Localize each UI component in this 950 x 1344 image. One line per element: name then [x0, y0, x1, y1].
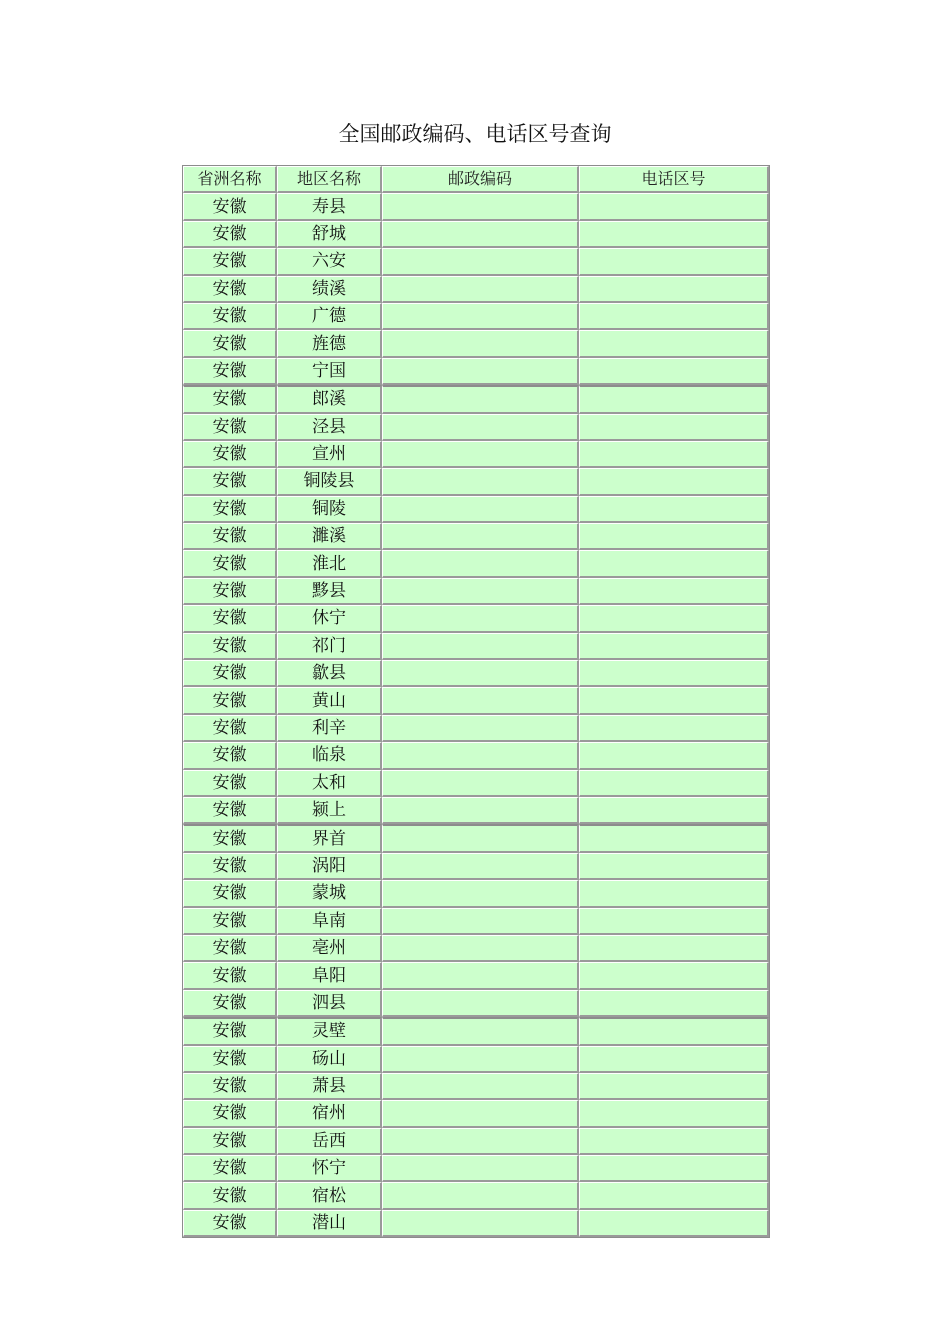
cell-area-code	[579, 1210, 769, 1237]
cell-area-code	[579, 742, 769, 769]
cell-province: 安徽	[183, 660, 277, 687]
table-row	[183, 578, 769, 605]
table-row	[183, 1073, 769, 1100]
cell-area-code	[579, 660, 769, 687]
cell-province: 安徽	[183, 523, 277, 550]
cell-postal-code	[382, 880, 579, 907]
cell-region: 利辛	[277, 715, 382, 742]
cell-postal-code	[382, 687, 579, 714]
cell-postal-code	[382, 853, 579, 880]
cell-postal-code	[382, 1182, 579, 1209]
cell-postal-code	[382, 414, 579, 441]
cell-province: 安徽	[183, 1100, 277, 1127]
table-row	[183, 1210, 769, 1237]
table-header-row	[183, 166, 769, 193]
cell-province: 安徽	[183, 770, 277, 797]
cell-postal-code	[382, 441, 579, 468]
table-row	[183, 824, 769, 852]
cell-postal-code	[382, 1210, 579, 1237]
cell-area-code	[579, 770, 769, 797]
table-row	[183, 633, 769, 660]
cell-area-code	[579, 824, 769, 852]
cell-area-code	[579, 358, 769, 385]
cell-area-code	[579, 633, 769, 660]
cell-area-code	[579, 303, 769, 330]
page-title: 全国邮政编码、电话区号查询	[338, 122, 612, 146]
cell-postal-code	[382, 330, 579, 357]
table-row	[183, 687, 769, 714]
cell-region: 岳西	[277, 1128, 382, 1155]
cell-region: 萧县	[277, 1073, 382, 1100]
cell-province: 安徽	[183, 962, 277, 989]
cell-area-code	[579, 578, 769, 605]
cell-region: 亳州	[277, 935, 382, 962]
cell-province: 安徽	[183, 908, 277, 935]
table-row	[183, 853, 769, 880]
header-province: 省洲名称	[183, 166, 277, 193]
cell-region: 阜南	[277, 908, 382, 935]
cell-region: 黄山	[277, 687, 382, 714]
cell-area-code	[579, 797, 769, 824]
cell-postal-code	[382, 193, 579, 220]
cell-area-code	[579, 1155, 769, 1182]
table-row	[183, 1017, 769, 1045]
cell-region: 绩溪	[277, 276, 382, 303]
postal-code-table	[182, 165, 770, 1238]
cell-postal-code	[382, 962, 579, 989]
table-row	[183, 715, 769, 742]
table-row	[183, 908, 769, 935]
cell-area-code	[579, 908, 769, 935]
table-row	[183, 797, 769, 824]
table-body	[183, 166, 769, 1237]
cell-region: 休宁	[277, 605, 382, 632]
cell-region: 涡阳	[277, 853, 382, 880]
cell-area-code	[579, 1046, 769, 1073]
cell-postal-code	[382, 1128, 579, 1155]
cell-area-code	[579, 962, 769, 989]
header-region: 地区名称	[277, 166, 382, 193]
cell-province: 安徽	[183, 248, 277, 275]
cell-postal-code	[382, 660, 579, 687]
table-row	[183, 770, 769, 797]
table-row	[183, 248, 769, 275]
cell-area-code	[579, 468, 769, 495]
cell-province: 安徽	[183, 935, 277, 962]
cell-postal-code	[382, 1046, 579, 1073]
cell-postal-code	[382, 605, 579, 632]
cell-region: 宿松	[277, 1182, 382, 1209]
cell-province: 安徽	[183, 414, 277, 441]
cell-region: 临泉	[277, 742, 382, 769]
cell-postal-code	[382, 824, 579, 852]
cell-area-code	[579, 496, 769, 523]
cell-province: 安徽	[183, 550, 277, 577]
cell-area-code	[579, 441, 769, 468]
cell-area-code	[579, 523, 769, 550]
cell-area-code	[579, 550, 769, 577]
cell-region: 泗县	[277, 990, 382, 1017]
table-row	[183, 385, 769, 413]
cell-postal-code	[382, 990, 579, 1017]
cell-province: 安徽	[183, 742, 277, 769]
cell-area-code	[579, 853, 769, 880]
cell-area-code	[579, 385, 769, 413]
cell-region: 铜陵	[277, 496, 382, 523]
cell-region: 太和	[277, 770, 382, 797]
cell-area-code	[579, 248, 769, 275]
cell-region: 潜山	[277, 1210, 382, 1237]
cell-region: 祁门	[277, 633, 382, 660]
table-row	[183, 303, 769, 330]
table-row	[183, 605, 769, 632]
cell-region: 灵壁	[277, 1017, 382, 1045]
cell-province: 安徽	[183, 496, 277, 523]
cell-province: 安徽	[183, 330, 277, 357]
table-row	[183, 1100, 769, 1127]
cell-province: 安徽	[183, 1073, 277, 1100]
cell-area-code	[579, 221, 769, 248]
table-row	[183, 990, 769, 1017]
cell-area-code	[579, 687, 769, 714]
cell-area-code	[579, 193, 769, 220]
cell-region: 铜陵县	[277, 468, 382, 495]
cell-province: 安徽	[183, 1155, 277, 1182]
cell-region: 颍上	[277, 797, 382, 824]
cell-area-code	[579, 715, 769, 742]
cell-region: 濉溪	[277, 523, 382, 550]
cell-province: 安徽	[183, 1046, 277, 1073]
cell-postal-code	[382, 1073, 579, 1100]
cell-postal-code	[382, 797, 579, 824]
cell-region: 宁国	[277, 358, 382, 385]
table-row	[183, 276, 769, 303]
cell-province: 安徽	[183, 303, 277, 330]
cell-area-code	[579, 1073, 769, 1100]
cell-postal-code	[382, 468, 579, 495]
cell-region: 宣州	[277, 441, 382, 468]
cell-postal-code	[382, 358, 579, 385]
table-row	[183, 550, 769, 577]
cell-postal-code	[382, 715, 579, 742]
cell-province: 安徽	[183, 1210, 277, 1237]
cell-area-code	[579, 990, 769, 1017]
cell-region: 旌德	[277, 330, 382, 357]
cell-province: 安徽	[183, 193, 277, 220]
header-postal-code: 邮政编码	[382, 166, 579, 193]
table-row	[183, 441, 769, 468]
table-row	[183, 496, 769, 523]
cell-area-code	[579, 1128, 769, 1155]
cell-area-code	[579, 605, 769, 632]
cell-area-code	[579, 1017, 769, 1045]
table-row	[183, 962, 769, 989]
table-row	[183, 330, 769, 357]
table-row	[183, 1046, 769, 1073]
cell-region: 怀宁	[277, 1155, 382, 1182]
cell-area-code	[579, 276, 769, 303]
cell-province: 安徽	[183, 385, 277, 413]
cell-area-code	[579, 414, 769, 441]
cell-province: 安徽	[183, 605, 277, 632]
cell-region: 舒城	[277, 221, 382, 248]
cell-region: 界首	[277, 824, 382, 852]
table-row	[183, 1155, 769, 1182]
cell-region: 黟县	[277, 578, 382, 605]
cell-postal-code	[382, 496, 579, 523]
cell-province: 安徽	[183, 687, 277, 714]
cell-postal-code	[382, 770, 579, 797]
cell-postal-code	[382, 742, 579, 769]
cell-postal-code	[382, 248, 579, 275]
cell-province: 安徽	[183, 468, 277, 495]
cell-province: 安徽	[183, 824, 277, 852]
cell-area-code	[579, 1100, 769, 1127]
cell-province: 安徽	[183, 633, 277, 660]
table-row	[183, 880, 769, 907]
table-row	[183, 1182, 769, 1209]
cell-postal-code	[382, 578, 579, 605]
table-row	[183, 935, 769, 962]
cell-region: 寿县	[277, 193, 382, 220]
cell-area-code	[579, 330, 769, 357]
cell-region: 泾县	[277, 414, 382, 441]
cell-area-code	[579, 880, 769, 907]
cell-province: 安徽	[183, 880, 277, 907]
cell-region: 广德	[277, 303, 382, 330]
cell-province: 安徽	[183, 990, 277, 1017]
cell-postal-code	[382, 303, 579, 330]
cell-postal-code	[382, 385, 579, 413]
cell-postal-code	[382, 633, 579, 660]
cell-province: 安徽	[183, 358, 277, 385]
cell-province: 安徽	[183, 797, 277, 824]
cell-postal-code	[382, 276, 579, 303]
cell-province: 安徽	[183, 221, 277, 248]
cell-province: 安徽	[183, 276, 277, 303]
cell-region: 淮北	[277, 550, 382, 577]
cell-area-code	[579, 935, 769, 962]
cell-postal-code	[382, 1155, 579, 1182]
table-row	[183, 193, 769, 220]
cell-region: 蒙城	[277, 880, 382, 907]
cell-area-code	[579, 1182, 769, 1209]
cell-region: 歙县	[277, 660, 382, 687]
cell-province: 安徽	[183, 853, 277, 880]
cell-postal-code	[382, 1017, 579, 1045]
table-row	[183, 1128, 769, 1155]
table-row	[183, 221, 769, 248]
cell-postal-code	[382, 935, 579, 962]
cell-province: 安徽	[183, 1182, 277, 1209]
cell-postal-code	[382, 1100, 579, 1127]
table-row	[183, 660, 769, 687]
cell-province: 安徽	[183, 1128, 277, 1155]
cell-region: 阜阳	[277, 962, 382, 989]
cell-province: 安徽	[183, 441, 277, 468]
cell-province: 安徽	[183, 1017, 277, 1045]
cell-region: 宿州	[277, 1100, 382, 1127]
table-row	[183, 414, 769, 441]
cell-region: 六安	[277, 248, 382, 275]
cell-postal-code	[382, 523, 579, 550]
cell-postal-code	[382, 221, 579, 248]
cell-region: 郎溪	[277, 385, 382, 413]
table-row	[183, 468, 769, 495]
cell-region: 砀山	[277, 1046, 382, 1073]
header-area-code: 电话区号	[579, 166, 769, 193]
table-row	[183, 358, 769, 385]
cell-province: 安徽	[183, 715, 277, 742]
cell-postal-code	[382, 550, 579, 577]
cell-postal-code	[382, 908, 579, 935]
table-row	[183, 742, 769, 769]
cell-province: 安徽	[183, 578, 277, 605]
table-row	[183, 523, 769, 550]
